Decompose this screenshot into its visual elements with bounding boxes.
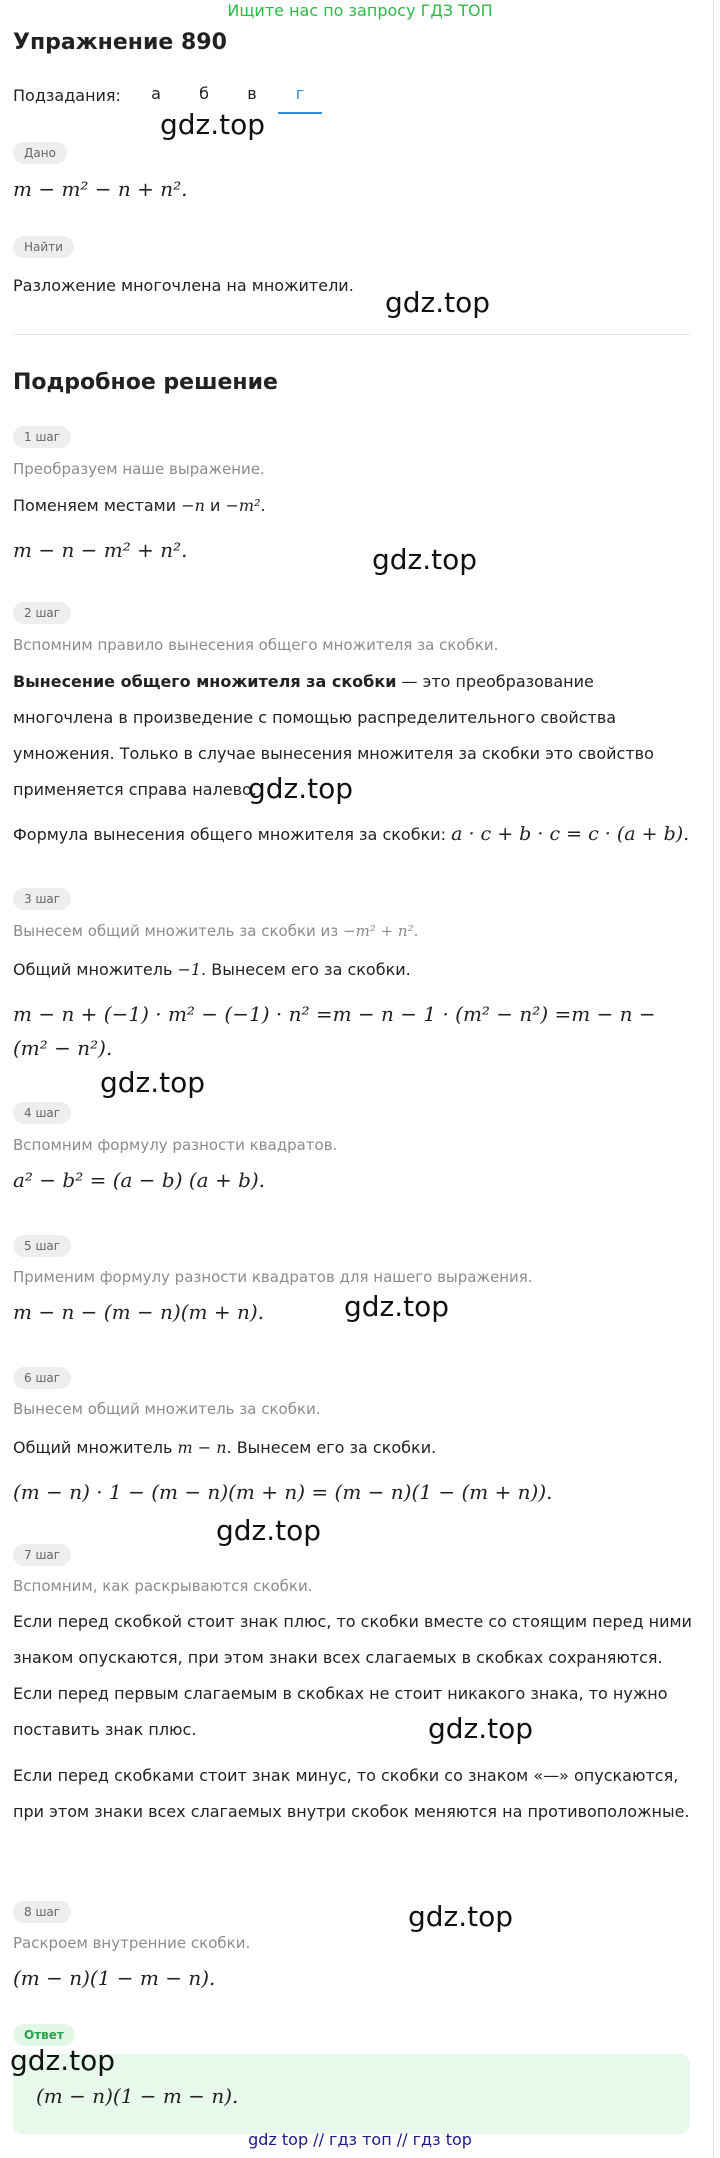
step-3-expression-line1: m − n + (−1) · m² − (−1) · n² =m − n − 1 · (m² − n²) =m − n −: [13, 1002, 656, 1026]
watermark: gdz.top: [428, 1712, 534, 1745]
step-2-definition: Вынесение общего множителя за скобки — это преобразование многочлена в произведение с помощью распределительного свойства умножения. Только в случае вынесения множителя за скобки это свойство применяется справа налево.: [13, 672, 654, 799]
step-4-formula: a² − b² = (a − b) (a + b).: [13, 1168, 266, 1192]
step-2-hint: Вспомним правило вынесения общего множителя за скобки.: [13, 636, 499, 654]
watermark: gdz.top: [344, 1290, 450, 1323]
step-2-chip: 2 шаг: [13, 602, 71, 624]
step-8-chip: 8 шаг: [13, 1901, 71, 1923]
watermark: gdz.top: [385, 286, 491, 319]
subtasks-label: Подзадания:: [13, 86, 121, 105]
watermark: gdz.top: [372, 543, 478, 576]
step-3-hint: Вынесем общий множитель за скобки из −m² + n².: [13, 922, 419, 940]
step-1-hint: Преобразуем наше выражение.: [13, 460, 265, 478]
find-text: Разложение многочлена на множители.: [13, 276, 354, 295]
watermark: gdz.top: [216, 1514, 322, 1547]
step-5-chip: 5 шаг: [13, 1235, 71, 1257]
watermark: gdz.top: [10, 2044, 116, 2077]
step-6-expression: (m − n) · 1 − (m − n)(m + n) = (m − n)(1 − (m + n)).: [13, 1480, 553, 1504]
promo-banner[interactable]: Ищите нас по запросу ГДЗ ТОП: [227, 1, 493, 20]
step-8-expression: (m − n)(1 − m − n).: [13, 1966, 216, 1990]
step-1-chip: 1 шаг: [13, 426, 71, 448]
step-8-hint: Раскроем внутренние скобки.: [13, 1934, 251, 1952]
section-divider: [13, 334, 690, 335]
solution-heading: Подробное решение: [13, 370, 278, 395]
step-5-hint: Применим формулу разности квадратов для нашего выражения.: [13, 1268, 533, 1286]
tab-b[interactable]: б: [199, 84, 209, 103]
step-5-expression: m − n − (m − n)(m + n).: [13, 1300, 264, 1324]
definition-term: Вынесение общего множителя за скобки: [13, 672, 397, 691]
step-6-text: Общий множитель m − n. Вынесем его за скобки.: [13, 1438, 437, 1457]
step-1-expression: m − n − m² + n².: [13, 538, 188, 562]
tab-g[interactable]: г: [295, 84, 305, 103]
watermark: gdz.top: [248, 772, 354, 805]
step-1-text: Поменяем местами −n и −m².: [13, 496, 266, 515]
step-4-hint: Вспомним формулу разности квадратов.: [13, 1136, 338, 1154]
watermark: gdz.top: [160, 108, 266, 141]
step-3-text: Общий множитель −1. Вынесем его за скобки.: [13, 960, 411, 979]
page-edge-divider: [713, 0, 714, 2158]
step-7-chip: 7 шаг: [13, 1544, 71, 1566]
step-3-expression-line2: (m² − n²).: [13, 1036, 113, 1060]
find-chip: Найти: [13, 236, 74, 258]
step-6-hint: Вынесем общий множитель за скобки.: [13, 1400, 321, 1418]
step-6-chip: 6 шаг: [13, 1367, 71, 1389]
step-4-chip: 4 шаг: [13, 1102, 71, 1124]
step-7-hint: Вспомним, как раскрываются скобки.: [13, 1577, 313, 1595]
step-7-paragraph-1: Если перед скобкой стоит знак плюс, то скобки вместе со стоящим перед ними знаком опускаются, при этом знаки всех слагаемых в скобках сохраняются. Если перед первым слагаемым в скобках не стоит никакого знака, то нужно поставить знак плюс.: [13, 1612, 692, 1739]
given-expression: m − m² − n + n².: [13, 177, 188, 201]
answer-chip: Ответ: [13, 2024, 75, 2046]
answer-expression: (m − n)(1 − m − n).: [36, 2084, 239, 2108]
footer-links[interactable]: gdz top // гдз топ // гдз top: [248, 2130, 472, 2149]
active-tab-indicator: [278, 112, 322, 114]
step-7-paragraph-2: Если перед скобками стоит знак минус, то скобки со знаком «—» опускаются, при этом знаки всех слагаемых внутри скобок меняются на противоположные.: [13, 1766, 690, 1821]
tab-a[interactable]: а: [151, 84, 161, 103]
given-chip: Дано: [13, 142, 67, 164]
step-2-formula: Формула вынесения общего множителя за скобки: a · c + b · c = c · (a + b).: [13, 823, 690, 845]
watermark: gdz.top: [408, 1900, 514, 1933]
step-3-chip: 3 шаг: [13, 888, 71, 910]
tab-v[interactable]: в: [247, 84, 257, 103]
watermark: gdz.top: [100, 1066, 206, 1099]
page-title: Упражнение 890: [13, 30, 227, 55]
